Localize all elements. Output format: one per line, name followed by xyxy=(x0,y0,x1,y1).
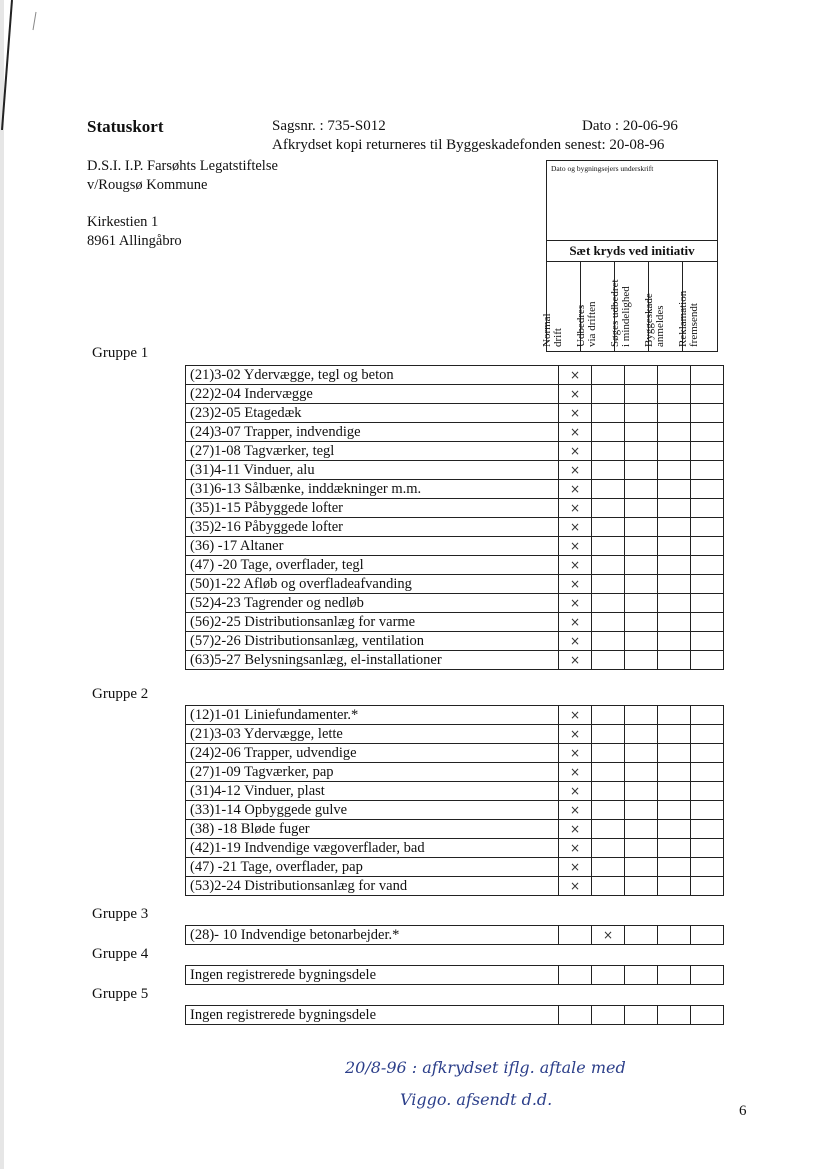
initiative-checkbox[interactable] xyxy=(592,651,625,670)
initiative-checkbox[interactable] xyxy=(658,782,691,801)
initiative-checkbox[interactable]: × xyxy=(559,461,592,480)
initiative-checkbox[interactable] xyxy=(658,877,691,896)
initiative-checkbox[interactable]: × xyxy=(559,537,592,556)
initiative-checkbox[interactable] xyxy=(592,594,625,613)
initiative-checkbox[interactable] xyxy=(691,966,724,985)
initiative-checkbox[interactable] xyxy=(625,556,658,575)
initiative-checkbox[interactable] xyxy=(691,366,724,385)
group-label: Gruppe 2 xyxy=(92,686,149,702)
initiative-heading: Sæt kryds ved initiativ xyxy=(547,240,717,262)
initiative-checkbox[interactable] xyxy=(592,518,625,537)
initiative-checkbox[interactable]: × xyxy=(559,744,592,763)
initiative-checkbox[interactable] xyxy=(625,461,658,480)
group-table xyxy=(185,705,724,896)
initiative-checkbox[interactable] xyxy=(691,480,724,499)
group-label: Gruppe 5 xyxy=(92,986,149,1002)
table-row xyxy=(186,782,724,801)
scan-mark xyxy=(0,0,40,130)
initiative-checkbox[interactable] xyxy=(658,744,691,763)
table-row xyxy=(186,442,724,461)
initiative-checkbox[interactable] xyxy=(658,423,691,442)
table-row xyxy=(186,575,724,594)
building-part-label: (24)2-06 Trapper, udvendige xyxy=(186,744,559,763)
table-row xyxy=(186,499,724,518)
initiative-checkbox[interactable] xyxy=(691,556,724,575)
table-row xyxy=(186,480,724,499)
initiative-checkbox[interactable] xyxy=(625,877,658,896)
table-row xyxy=(186,926,724,945)
initiative-checkbox[interactable] xyxy=(658,442,691,461)
building-part-label: (47) -21 Tage, overflader, pap xyxy=(186,858,559,877)
initiative-checkbox[interactable] xyxy=(658,480,691,499)
building-part-label: (31)4-11 Vinduer, alu xyxy=(186,461,559,480)
initiative-checkbox[interactable] xyxy=(625,423,658,442)
initiative-checkbox[interactable] xyxy=(592,480,625,499)
initiative-checkbox[interactable] xyxy=(625,613,658,632)
building-part-label: (21)3-02 Ydervægge, tegl og beton xyxy=(186,366,559,385)
initiative-checkbox[interactable] xyxy=(658,613,691,632)
initiative-checkbox[interactable] xyxy=(658,966,691,985)
initiative-checkbox[interactable]: × xyxy=(559,858,592,877)
initiative-checkbox[interactable] xyxy=(658,632,691,651)
initiative-checkbox[interactable]: × xyxy=(559,839,592,858)
initiative-checkbox[interactable] xyxy=(658,404,691,423)
initiative-checkbox[interactable]: × xyxy=(559,499,592,518)
initiative-checkbox[interactable] xyxy=(658,1006,691,1025)
initiative-checkbox[interactable] xyxy=(691,404,724,423)
initiative-checkbox[interactable]: × xyxy=(559,366,592,385)
initiative-checkbox[interactable]: × xyxy=(559,594,592,613)
initiative-checkbox[interactable] xyxy=(691,537,724,556)
initiative-checkbox[interactable] xyxy=(625,366,658,385)
initiative-checkbox[interactable] xyxy=(658,556,691,575)
building-part-label: (31)4-12 Vinduer, plast xyxy=(186,782,559,801)
initiative-checkbox[interactable] xyxy=(691,763,724,782)
initiative-checkbox[interactable] xyxy=(625,725,658,744)
initiative-checkbox[interactable] xyxy=(592,839,625,858)
address-co: v/Rougsø Kommune xyxy=(87,177,208,193)
initiative-checkbox[interactable] xyxy=(625,966,658,985)
initiative-checkbox[interactable] xyxy=(658,725,691,744)
initiative-checkbox[interactable] xyxy=(559,926,592,945)
initiative-checkbox[interactable] xyxy=(625,575,658,594)
table-row xyxy=(186,744,724,763)
table-row xyxy=(186,423,724,442)
building-part-label: (42)1-19 Indvendige vægoverflader, bad xyxy=(186,839,559,858)
initiative-checkbox[interactable] xyxy=(559,1006,592,1025)
initiative-checkbox[interactable] xyxy=(658,706,691,725)
document-date: Dato : 20-06-96 xyxy=(582,118,678,134)
building-part-label: (35)2-16 Påbyggede lofter xyxy=(186,518,559,537)
initiative-checkbox[interactable] xyxy=(625,651,658,670)
initiative-checkbox[interactable] xyxy=(592,366,625,385)
initiative-checkbox[interactable] xyxy=(658,651,691,670)
table-row xyxy=(186,706,724,725)
initiative-checkbox[interactable]: × xyxy=(592,926,625,945)
initiative-checkbox[interactable] xyxy=(658,366,691,385)
table-row xyxy=(186,518,724,537)
table-row xyxy=(186,461,724,480)
initiative-checkbox[interactable]: × xyxy=(559,518,592,537)
initiative-checkbox[interactable] xyxy=(625,820,658,839)
initiative-checkbox[interactable] xyxy=(592,820,625,839)
building-part-label: (36) -17 Altaner xyxy=(186,537,559,556)
initiative-checkbox[interactable]: × xyxy=(559,556,592,575)
initiative-checkbox[interactable] xyxy=(592,613,625,632)
initiative-checkbox[interactable] xyxy=(592,442,625,461)
initiative-checkbox[interactable] xyxy=(592,537,625,556)
building-part-label: (23)2-05 Etagedæk xyxy=(186,404,559,423)
initiative-checkbox[interactable] xyxy=(658,839,691,858)
handwritten-note-line1: 20/8-96 : afkrydset iflg. aftale med xyxy=(345,1058,626,1077)
initiative-checkbox[interactable] xyxy=(592,1006,625,1025)
initiative-checkbox[interactable] xyxy=(625,801,658,820)
initiative-checkbox[interactable] xyxy=(625,763,658,782)
initiative-checkbox[interactable] xyxy=(691,820,724,839)
initiative-checkbox[interactable] xyxy=(592,725,625,744)
initiative-checkbox[interactable]: × xyxy=(559,575,592,594)
initiative-checkbox[interactable] xyxy=(658,801,691,820)
column-udbedres: Udbedres via driften xyxy=(581,261,615,351)
group-label: Gruppe 1 xyxy=(92,345,149,361)
initiative-checkbox[interactable] xyxy=(691,651,724,670)
initiative-checkbox[interactable] xyxy=(658,763,691,782)
initiative-checkbox[interactable] xyxy=(658,461,691,480)
initiative-checkbox[interactable] xyxy=(592,404,625,423)
initiative-checkbox[interactable] xyxy=(625,782,658,801)
initiative-checkbox[interactable] xyxy=(625,404,658,423)
column-normal-drift: Normal drift xyxy=(547,261,581,351)
table-row xyxy=(186,820,724,839)
building-part-label: (27)1-09 Tagværker, pap xyxy=(186,763,559,782)
address-city: 8961 Allingåbro xyxy=(87,233,182,249)
building-part-label: (21)3-03 Ydervægge, lette xyxy=(186,725,559,744)
initiative-checkbox[interactable] xyxy=(658,858,691,877)
initiative-checkbox[interactable] xyxy=(691,423,724,442)
building-part-label: (50)1-22 Afløb og overfladeafvanding xyxy=(186,575,559,594)
table-row xyxy=(186,1006,724,1025)
initiative-checkbox[interactable] xyxy=(625,839,658,858)
table-row xyxy=(186,537,724,556)
initiative-checkbox[interactable] xyxy=(691,744,724,763)
table-row xyxy=(186,801,724,820)
signature-box xyxy=(541,160,718,352)
address-street: Kirkestien 1 xyxy=(87,214,159,230)
column-byggeskade: Byggeskade anmeldes xyxy=(649,261,683,351)
initiative-checkbox[interactable] xyxy=(691,385,724,404)
initiative-checkbox[interactable] xyxy=(658,575,691,594)
initiative-checkbox[interactable] xyxy=(625,706,658,725)
building-part-label: (31)6-13 Sålbænke, inddækninger m.m. xyxy=(186,480,559,499)
table-row xyxy=(186,366,724,385)
building-part-label: (12)1-01 Liniefundamenter.* xyxy=(186,706,559,725)
initiative-checkbox[interactable] xyxy=(592,423,625,442)
group-table xyxy=(185,1005,724,1025)
initiative-checkbox[interactable] xyxy=(691,725,724,744)
initiative-checkbox[interactable]: × xyxy=(559,480,592,499)
initiative-checkbox[interactable] xyxy=(691,801,724,820)
initiative-checkbox[interactable] xyxy=(658,537,691,556)
initiative-checkbox[interactable] xyxy=(625,1006,658,1025)
initiative-checkbox[interactable] xyxy=(625,537,658,556)
table-row xyxy=(186,966,724,985)
initiative-checkbox[interactable] xyxy=(691,858,724,877)
table-row xyxy=(186,763,724,782)
initiative-checkbox[interactable] xyxy=(658,385,691,404)
initiative-checkbox[interactable]: × xyxy=(559,442,592,461)
building-part-label: (57)2-26 Distributionsanlæg, ventilation xyxy=(186,632,559,651)
building-part-label: Ingen registrerede bygningsdele xyxy=(186,1006,559,1025)
initiative-checkbox[interactable] xyxy=(691,1006,724,1025)
initiative-checkbox[interactable] xyxy=(592,877,625,896)
group-table xyxy=(185,965,724,985)
table-row xyxy=(186,594,724,613)
initiative-checkbox[interactable] xyxy=(658,518,691,537)
initiative-checkbox[interactable]: × xyxy=(559,782,592,801)
initiative-column-headers xyxy=(541,261,717,351)
building-part-label: (35)1-15 Påbyggede lofter xyxy=(186,499,559,518)
initiative-checkbox[interactable] xyxy=(592,706,625,725)
initiative-checkbox[interactable] xyxy=(592,575,625,594)
page-number: 6 xyxy=(739,1103,747,1119)
scan-edge xyxy=(0,0,4,1169)
initiative-checkbox[interactable] xyxy=(691,632,724,651)
initiative-checkbox[interactable]: × xyxy=(559,725,592,744)
initiative-checkbox[interactable] xyxy=(658,820,691,839)
initiative-checkbox[interactable] xyxy=(625,632,658,651)
column-soeges-udbedret: Søges udbedret i mindelighed xyxy=(615,261,649,351)
initiative-checkbox[interactable] xyxy=(592,632,625,651)
address-org: D.S.I. I.P. Farsøhts Legatstiftelse xyxy=(87,158,278,174)
document-title: Statuskort xyxy=(87,117,164,136)
table-row xyxy=(186,556,724,575)
initiative-checkbox[interactable] xyxy=(691,518,724,537)
building-part-label: (47) -20 Tage, overflader, tegl xyxy=(186,556,559,575)
initiative-checkbox[interactable]: × xyxy=(559,801,592,820)
initiative-checkbox[interactable] xyxy=(625,926,658,945)
initiative-checkbox[interactable] xyxy=(592,858,625,877)
table-row xyxy=(186,877,724,896)
initiative-checkbox[interactable] xyxy=(691,613,724,632)
table-row xyxy=(186,725,724,744)
building-part-label: (52)4-23 Tagrender og nedløb xyxy=(186,594,559,613)
initiative-checkbox[interactable]: × xyxy=(559,877,592,896)
initiative-checkbox[interactable]: × xyxy=(559,706,592,725)
initiative-checkbox[interactable]: × xyxy=(559,763,592,782)
building-part-label: (53)2-24 Distributionsanlæg for vand xyxy=(186,877,559,896)
return-note: Afkrydset kopi returneres til Byggeskadefonden senest: 20-08-96 xyxy=(272,137,665,153)
initiative-checkbox[interactable]: × xyxy=(559,651,592,670)
initiative-checkbox[interactable] xyxy=(691,594,724,613)
signature-caption: Dato og bygningsejers underskrift xyxy=(551,164,654,173)
initiative-checkbox[interactable] xyxy=(691,926,724,945)
initiative-checkbox[interactable]: × xyxy=(559,404,592,423)
initiative-checkbox[interactable] xyxy=(691,499,724,518)
building-part-label: (56)2-25 Distributionsanlæg for varme xyxy=(186,613,559,632)
initiative-checkbox[interactable] xyxy=(625,499,658,518)
initiative-checkbox[interactable] xyxy=(691,782,724,801)
initiative-checkbox[interactable]: × xyxy=(559,385,592,404)
table-row xyxy=(186,839,724,858)
initiative-checkbox[interactable] xyxy=(658,594,691,613)
initiative-checkbox[interactable] xyxy=(691,461,724,480)
table-row xyxy=(186,632,724,651)
building-part-label: (27)1-08 Tagværker, tegl xyxy=(186,442,559,461)
initiative-checkbox[interactable] xyxy=(592,556,625,575)
initiative-checkbox[interactable]: × xyxy=(559,632,592,651)
initiative-checkbox[interactable] xyxy=(592,966,625,985)
initiative-checkbox[interactable] xyxy=(691,839,724,858)
initiative-checkbox[interactable] xyxy=(592,461,625,480)
initiative-checkbox[interactable] xyxy=(625,385,658,404)
initiative-checkbox[interactable]: × xyxy=(559,613,592,632)
building-part-label: (63)5-27 Belysningsanlæg, el-installationer xyxy=(186,651,559,670)
initiative-checkbox[interactable] xyxy=(559,966,592,985)
building-part-label: (33)1-14 Opbyggede gulve xyxy=(186,801,559,820)
initiative-checkbox[interactable] xyxy=(625,744,658,763)
handwritten-note-line2: Viggo. afsendt d.d. xyxy=(400,1090,553,1109)
initiative-checkbox[interactable]: × xyxy=(559,820,592,839)
table-row xyxy=(186,651,724,670)
building-part-label: (22)2-04 Indervægge xyxy=(186,385,559,404)
table-row xyxy=(186,404,724,423)
initiative-checkbox[interactable] xyxy=(658,926,691,945)
initiative-checkbox[interactable] xyxy=(691,877,724,896)
initiative-checkbox[interactable] xyxy=(625,442,658,461)
initiative-checkbox[interactable] xyxy=(592,782,625,801)
initiative-checkbox[interactable] xyxy=(691,706,724,725)
initiative-checkbox[interactable] xyxy=(625,858,658,877)
initiative-checkbox[interactable] xyxy=(592,499,625,518)
group-label: Gruppe 3 xyxy=(92,906,149,922)
group-table xyxy=(185,365,724,670)
group-table xyxy=(185,925,724,945)
building-part-label: (24)3-07 Trapper, indvendige xyxy=(186,423,559,442)
table-row xyxy=(186,385,724,404)
initiative-checkbox[interactable] xyxy=(625,518,658,537)
initiative-checkbox[interactable] xyxy=(691,442,724,461)
table-row xyxy=(186,858,724,877)
building-part-label: Ingen registrerede bygningsdele xyxy=(186,966,559,985)
initiative-checkbox[interactable]: × xyxy=(559,423,592,442)
building-part-label: (38) -18 Bløde fuger xyxy=(186,820,559,839)
case-number: Sagsnr. : 735-S012 xyxy=(272,118,386,134)
initiative-checkbox[interactable] xyxy=(691,575,724,594)
initiative-checkbox[interactable] xyxy=(592,744,625,763)
building-part-label: (28)- 10 Indvendige betonarbejder.* xyxy=(186,926,559,945)
initiative-checkbox[interactable] xyxy=(592,763,625,782)
initiative-checkbox[interactable] xyxy=(592,385,625,404)
column-reklamation: Reklamation fremsendt xyxy=(677,290,700,347)
group-label: Gruppe 4 xyxy=(92,946,149,962)
initiative-checkbox[interactable] xyxy=(658,499,691,518)
table-row xyxy=(186,613,724,632)
initiative-checkbox[interactable] xyxy=(625,594,658,613)
initiative-checkbox[interactable] xyxy=(625,480,658,499)
initiative-checkbox[interactable] xyxy=(592,801,625,820)
